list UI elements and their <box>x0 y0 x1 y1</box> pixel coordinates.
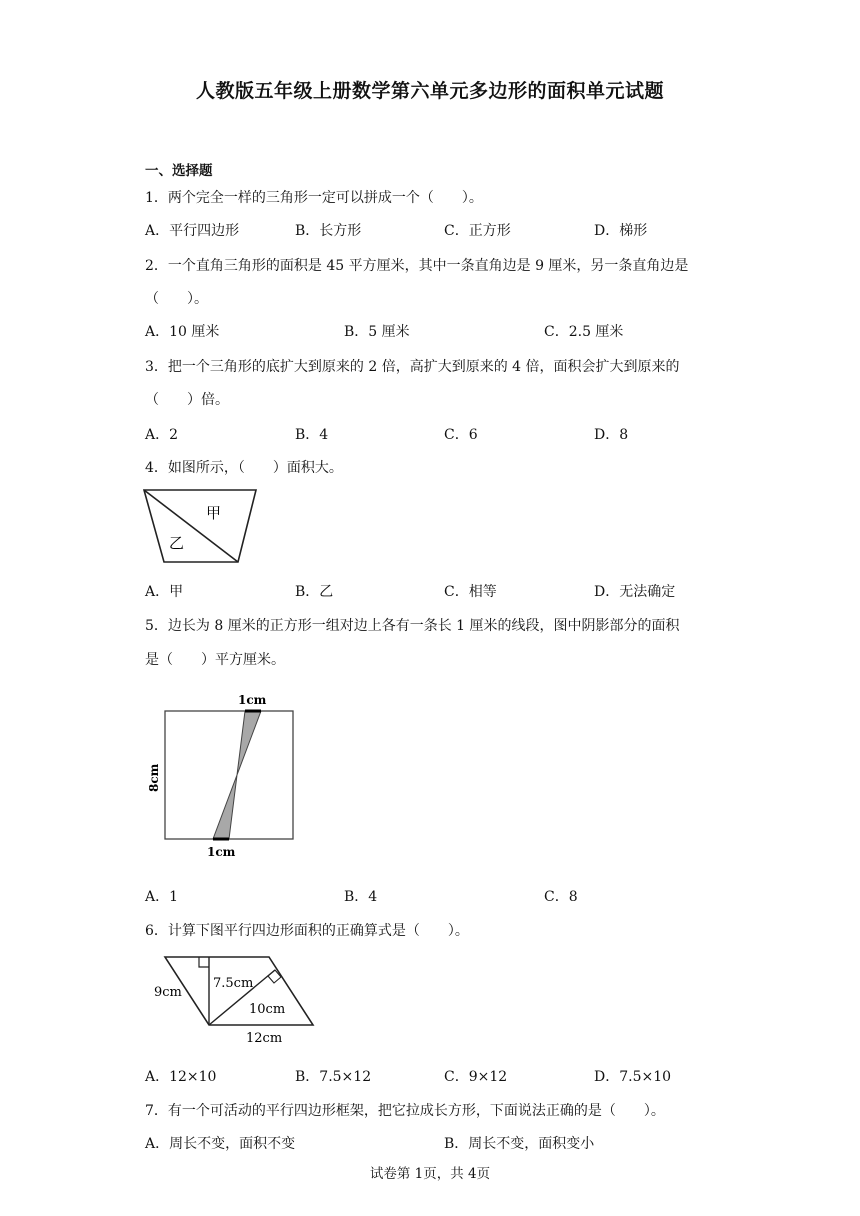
height-7-5cm-label: 7.5cm <box>213 976 254 991</box>
label-jia: 甲 <box>206 504 222 522</box>
q6-option-c: C．9×12 <box>444 1069 508 1085</box>
q5-option-c: C．8 <box>544 889 578 905</box>
q3-option-b: B．4 <box>295 427 329 443</box>
q5-option-a: A．1 <box>145 889 179 905</box>
q1-option-c: C．正方形 <box>444 223 511 239</box>
q2-option-a: A．10 厘米 <box>145 324 220 340</box>
label-yi: 乙 <box>169 534 185 552</box>
q1-option-d: D．梯形 <box>594 223 648 239</box>
q6-option-b: B．7.5×12 <box>295 1069 372 1085</box>
question-5-stem: 5．边长为 8 厘米的正方形一组对边上各有一条长 1 厘米的线段，图中阴影部分的面积 <box>145 618 680 634</box>
q7-option-b: B．周长不变，面积变小 <box>444 1136 595 1152</box>
section-heading: 一、选择题 <box>145 163 213 179</box>
question-2-stem-cont: （ ）。 <box>145 291 208 307</box>
q6-option-d: D．7.5×10 <box>594 1069 672 1085</box>
q6-option-a: A．12×10 <box>145 1069 217 1085</box>
q2-option-b: B．5 厘米 <box>344 324 410 340</box>
question-3-stem: 3．把一个三角形的底扩大到原来的 2 倍，高扩大到原来的 4 倍，面积会扩大到原来的 <box>145 359 680 375</box>
q4-trapezoid-figure <box>140 485 265 570</box>
q1-option-a: A．平行四边形 <box>145 223 240 239</box>
q1-option-b: B．长方形 <box>295 223 362 239</box>
question-2-stem: 2．一个直角三角形的面积是 45 平方厘米，其中一条直角边是 9 厘米，另一条直角边是 <box>145 258 689 274</box>
page-title: 人教版五年级上册数学第六单元多边形的面积单元试题 <box>195 80 664 102</box>
q4-option-c: C．相等 <box>444 584 497 600</box>
q6-parallelogram-figure <box>145 950 325 1050</box>
q5-square-figure <box>140 688 310 863</box>
q3-option-c: C．6 <box>444 427 478 443</box>
trapezoid-diagonal <box>144 490 238 562</box>
q4-option-a: A．甲 <box>145 584 184 600</box>
bottom-1cm-label: 1cm <box>207 845 236 859</box>
q7-option-a: A．周长不变，面积不变 <box>145 1136 296 1152</box>
question-3-stem-cont: （ ）倍。 <box>145 392 229 408</box>
q2-option-c: C．2.5 厘米 <box>544 324 624 340</box>
question-6-stem: 6．计算下图平行四边形面积的正确算式是（ ）。 <box>145 923 469 939</box>
q4-option-d: D．无法确定 <box>594 584 676 600</box>
trapezoid-outline <box>144 490 256 562</box>
question-5-stem-cont: 是（ ）平方厘米。 <box>145 652 285 668</box>
side-8cm-label: 8cm <box>147 763 161 792</box>
q3-option-a: A．2 <box>145 427 179 443</box>
base-12cm-label: 12cm <box>246 1031 283 1046</box>
question-1-stem: 1．两个完全一样的三角形一定可以拼成一个（ ）。 <box>145 190 483 206</box>
right-angle-mark-1 <box>199 957 209 967</box>
side-9cm-label: 9cm <box>154 985 182 1000</box>
question-7-stem: 7．有一个可活动的平行四边形框架，把它拉成长方形，下面说法正确的是（ ）。 <box>145 1103 665 1119</box>
height-10cm-label: 10cm <box>249 1002 286 1017</box>
q3-option-d: D．8 <box>594 427 629 443</box>
q4-option-b: B．乙 <box>295 584 334 600</box>
q5-option-b: B．4 <box>344 889 378 905</box>
page-footer: 试卷第 1页，共 4页 <box>369 1166 491 1182</box>
parallelogram-outline <box>165 957 313 1025</box>
shaded-region <box>213 711 261 839</box>
top-1cm-label: 1cm <box>238 693 267 707</box>
question-4-stem: 4．如图所示，（ ）面积大。 <box>145 460 343 476</box>
